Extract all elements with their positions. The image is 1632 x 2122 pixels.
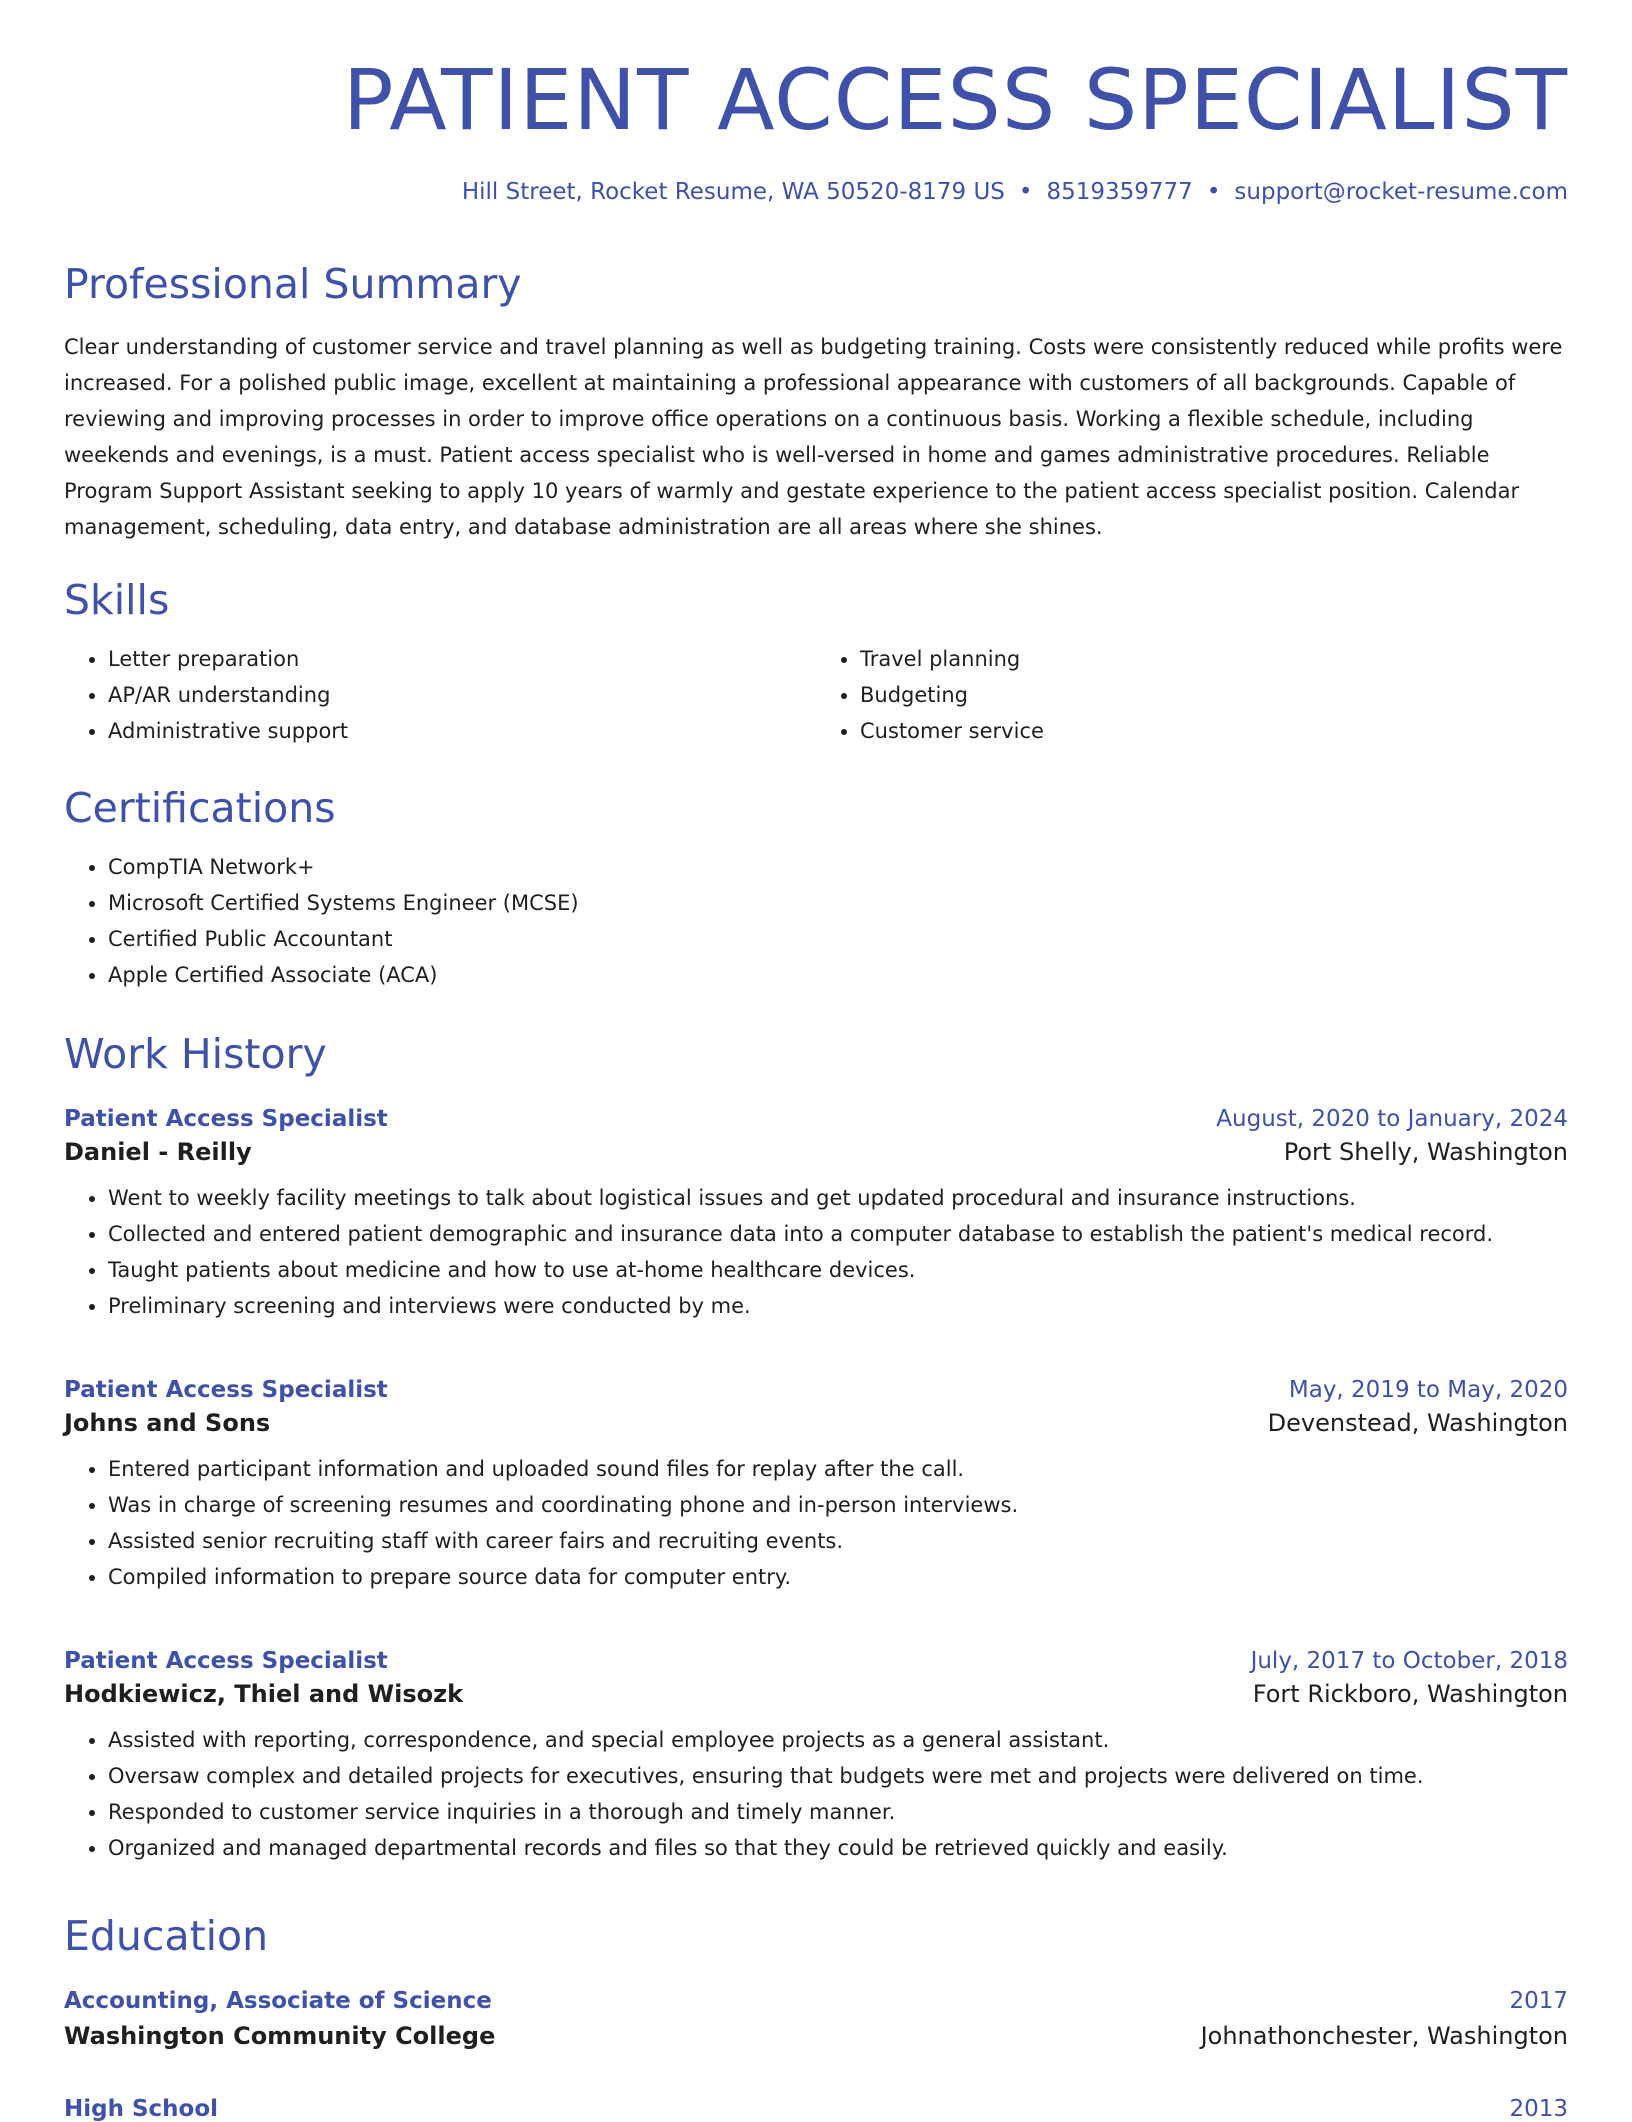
education-year: 2017 <box>1509 1988 1568 2014</box>
job-dates: August, 2020 to January, 2024 <box>1216 1106 1568 1132</box>
job-subheader <box>64 1409 1568 1437</box>
skills-grid <box>64 641 1568 749</box>
work-history-section <box>64 1032 1568 1077</box>
contact-separator: • <box>1206 179 1221 205</box>
work-history-heading: Work History <box>64 1030 327 1078</box>
education-degree: Accounting, Associate of Science <box>64 1988 492 2014</box>
job-header <box>64 1106 1568 1132</box>
skills-list-right <box>816 641 1568 749</box>
certifications-list <box>64 849 1568 993</box>
certification-item: • Microsoft Certified Systems Engineer (MCSE) <box>108 885 1568 921</box>
summary-text: Clear understanding of customer service and travel planning as well as budgeting training. Costs were consistently reduced while profits were increased. For a polished public image, excellent at maintaining a professional appearance with customers of all backgrounds. Capable of reviewing and improving processes in order to improve office operations on a continuous basis. Working a flexible schedule, including weekends and evenings, is a must. Patient access specialist who is well-versed in home and games administrative procedures. Reliable Program Support Assistant seeking to apply 10 years of warmly and gestate experience to the patient access specialist position. Calendar management, scheduling, data entry, and database administration are all areas where she shines. <box>64 335 1563 540</box>
certifications-section <box>64 786 1568 993</box>
education-subheader <box>64 2022 1568 2050</box>
contact-line <box>64 179 1568 205</box>
job-subheader <box>64 1138 1568 1166</box>
certification-item: • Apple Certified Associate (ACA) <box>108 957 1568 993</box>
education-entry <box>64 2096 1568 2122</box>
job-title: Patient Access Specialist <box>64 1106 388 1132</box>
job-dates: May, 2019 to May, 2020 <box>1288 1377 1568 1403</box>
education-location: Johnathonchester, Washington <box>1200 2022 1568 2050</box>
job-bullets <box>64 1180 1568 1324</box>
education-degree: High School <box>64 2096 219 2122</box>
job-bullet: • Assisted with reporting, correspondence, and special employee projects as a general assistant. <box>108 1722 1568 1758</box>
job-bullet: • Responded to customer service inquiries in a thorough and timely manner. <box>108 1794 1568 1830</box>
job-location: Fort Rickboro, Washington <box>1252 1680 1568 1708</box>
job-location: Devenstead, Washington <box>1267 1409 1568 1437</box>
job-header <box>64 1648 1568 1674</box>
job-bullet: • Oversaw complex and detailed projects for executives, ensuring that budgets were met and projects were delivered on time. <box>108 1758 1568 1794</box>
summary-heading: Professional Summary <box>64 260 522 308</box>
job-bullet: • Organized and managed departmental records and files so that they could be retrieved quickly and easily. <box>108 1830 1568 1866</box>
contact-phone: 8519359777 <box>1046 179 1193 205</box>
job-subheader <box>64 1680 1568 1708</box>
certifications-heading: Certifications <box>64 784 336 832</box>
job-dates: July, 2017 to October, 2018 <box>1250 1648 1568 1674</box>
contact-email: support@rocket-resume.com <box>1234 179 1568 205</box>
job-bullet: • Taught patients about medicine and how to use at-home healthcare devices. <box>108 1252 1568 1288</box>
education-section <box>64 1914 1568 1959</box>
job-title: Patient Access Specialist <box>64 1648 388 1674</box>
skill-item: • Administrative support <box>108 713 816 749</box>
job-bullets <box>64 1451 1568 1595</box>
job-title: Patient Access Specialist <box>64 1377 388 1403</box>
job-entry <box>64 1106 1568 1324</box>
job-location: Port Shelly, Washington <box>1283 1138 1568 1166</box>
contact-separator: • <box>1018 179 1033 205</box>
job-header <box>64 1377 1568 1403</box>
contact-address: Hill Street, Rocket Resume, WA 50520-8179 US <box>461 179 1005 205</box>
job-bullet: • Compiled information to prepare source data for computer entry. <box>108 1559 1568 1595</box>
education-year: 2013 <box>1509 2096 1568 2122</box>
certification-item: • Certified Public Accountant <box>108 921 1568 957</box>
skill-item: • Budgeting <box>860 677 1568 713</box>
job-company: Johns and Sons <box>64 1409 271 1437</box>
summary-section <box>64 262 1568 545</box>
education-heading: Education <box>64 1912 269 1960</box>
job-entry <box>64 1648 1568 1866</box>
job-bullet: • Assisted senior recruiting staff with career fairs and recruiting events. <box>108 1523 1568 1559</box>
job-company: Hodkiewicz, Thiel and Wisozk <box>64 1680 464 1708</box>
skill-item: • Travel planning <box>860 641 1568 677</box>
education-header <box>64 2096 1568 2122</box>
education-entry <box>64 1988 1568 2050</box>
job-bullet: • Preliminary screening and interviews were conducted by me. <box>108 1288 1568 1324</box>
job-bullet: • Entered participant information and uploaded sound files for replay after the call. <box>108 1451 1568 1487</box>
resume-title: PATIENT ACCESS SPECIALIST <box>342 51 1568 149</box>
job-bullets <box>64 1722 1568 1866</box>
skills-list-left <box>64 641 816 749</box>
skill-item: • Customer service <box>860 713 1568 749</box>
job-bullet: • Was in charge of screening resumes and coordinating phone and in-person interviews. <box>108 1487 1568 1523</box>
skills-section <box>64 578 1568 749</box>
education-school: Washington Community College <box>64 2022 496 2050</box>
job-company: Daniel - Reilly <box>64 1138 252 1166</box>
job-bullet: • Went to weekly facility meetings to talk about logistical issues and get updated procedural and insurance instructions. <box>108 1180 1568 1216</box>
skill-item: • AP/AR understanding <box>108 677 816 713</box>
skills-heading: Skills <box>64 576 170 624</box>
job-entry <box>64 1377 1568 1595</box>
skill-item: • Letter preparation <box>108 641 816 677</box>
education-header <box>64 1988 1568 2014</box>
certification-item: • CompTIA Network+ <box>108 849 1568 885</box>
job-bullet: • Collected and entered patient demographic and insurance data into a computer database to establish the patient's medical record. <box>108 1216 1568 1252</box>
